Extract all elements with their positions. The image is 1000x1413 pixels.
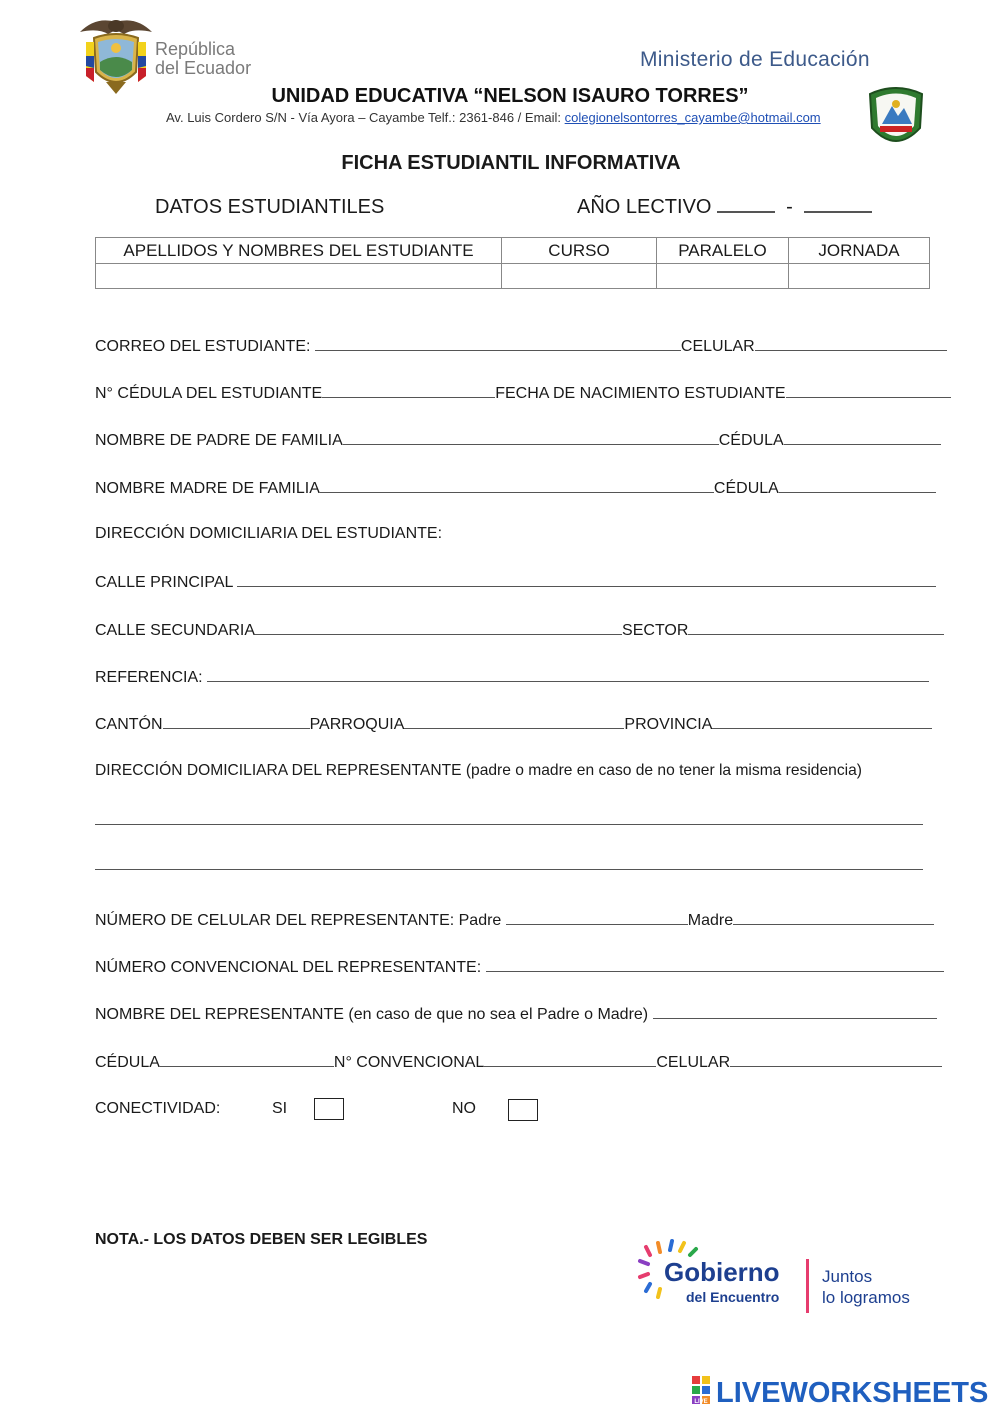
watermark-text: LIVEWORKSHEETS bbox=[716, 1377, 989, 1406]
row-father: NOMBRE DE PADRE DE FAMILIA CÉDULA bbox=[95, 429, 941, 451]
rep-landline-number-field[interactable] bbox=[484, 1051, 656, 1067]
father-id-field[interactable] bbox=[784, 429, 941, 445]
row-student-id: N° CÉDULA DEL ESTUDIANTE FECHA DE NACIMIENTO ESTUDIANTE bbox=[95, 382, 951, 404]
father-name-field[interactable] bbox=[343, 429, 719, 445]
rep-name-field[interactable] bbox=[653, 1003, 937, 1019]
row-secondary-street: CALLE SECUNDARIA SECTOR bbox=[95, 619, 944, 641]
main-street-field[interactable] bbox=[237, 571, 936, 587]
row-location: CANTÓN PARROQUIA PROVINCIA bbox=[95, 713, 932, 735]
col-section: PARALELO bbox=[657, 238, 789, 264]
mother-cell-field[interactable] bbox=[733, 909, 934, 925]
course-cell[interactable] bbox=[502, 264, 657, 289]
rep-id-field[interactable] bbox=[160, 1051, 334, 1067]
sector-field[interactable] bbox=[688, 619, 944, 635]
liveworksheets-watermark bbox=[692, 1372, 992, 1406]
col-shift: JORNADA bbox=[789, 238, 930, 264]
connectivity-yes-label: SI bbox=[272, 1100, 288, 1117]
school-year-end-blank[interactable] bbox=[804, 196, 872, 213]
row-rep-landline: NÚMERO CONVENCIONAL DEL REPRESENTANTE: bbox=[95, 956, 944, 978]
student-cell-field[interactable] bbox=[755, 335, 947, 351]
mother-name-field[interactable] bbox=[320, 477, 714, 493]
connectivity-yes-checkbox[interactable] bbox=[314, 1098, 344, 1120]
birth-date-field[interactable] bbox=[786, 382, 951, 398]
school-name: UNIDAD EDUCATIVA “NELSON ISAURO TORRES” bbox=[271, 85, 749, 107]
row-rep-cell: NÚMERO DE CELULAR DEL REPRESENTANTE: Padre Madre bbox=[95, 909, 934, 931]
student-email-field[interactable] bbox=[315, 335, 681, 351]
reference-field[interactable] bbox=[207, 666, 929, 682]
rep-address-line-1[interactable] bbox=[95, 823, 923, 825]
canton-field[interactable] bbox=[163, 713, 310, 729]
school-crest-icon bbox=[864, 84, 928, 152]
col-course: CURSO bbox=[502, 238, 657, 264]
ecuador-coat-of-arms bbox=[76, 12, 156, 96]
gov-name-line1: Gobierno bbox=[664, 1257, 780, 1287]
row-rep-name: NOMBRE DEL REPRESENTANTE (en caso de que no sea el Padre o Madre) bbox=[95, 1003, 937, 1025]
student-table bbox=[95, 237, 930, 289]
table-header-row bbox=[96, 238, 930, 264]
gov-slogan-line1: Juntos bbox=[822, 1267, 873, 1286]
section-cell[interactable] bbox=[657, 264, 789, 289]
row-rep-address: DIRECCIÓN DOMICILIARA DEL REPRESENTANTE (padre o madre en caso de no tener la misma residencia) bbox=[95, 762, 862, 779]
section-label: DATOS ESTUDIANTILES bbox=[155, 196, 385, 218]
note-text: NOTA.- LOS DATOS DEBEN SER LEGIBLES bbox=[95, 1231, 428, 1248]
school-year: AÑO LECTIVO - bbox=[577, 196, 872, 219]
connectivity-label: CONECTIVIDAD: bbox=[95, 1100, 221, 1117]
row-mother: NOMBRE MADRE DE FAMILIA CÉDULA bbox=[95, 477, 936, 499]
connectivity-no-checkbox[interactable] bbox=[508, 1099, 538, 1121]
mother-id-field[interactable] bbox=[779, 477, 936, 493]
republic-label: República del Ecuador bbox=[155, 39, 252, 78]
rep-address-line-2[interactable] bbox=[95, 868, 923, 870]
student-id-field[interactable] bbox=[322, 382, 495, 398]
row-reference: REFERENCIA: bbox=[95, 666, 929, 688]
form-title: FICHA ESTUDIANTIL INFORMATIVA bbox=[341, 152, 681, 174]
province-field[interactable] bbox=[712, 713, 932, 729]
row-main-street: CALLE PRINCIPAL bbox=[95, 571, 936, 593]
parish-field[interactable] bbox=[404, 713, 624, 729]
rep-cell-field[interactable] bbox=[730, 1051, 942, 1067]
school-year-start-blank[interactable] bbox=[717, 196, 775, 213]
father-cell-field[interactable] bbox=[506, 909, 688, 925]
col-student-name: APELLIDOS Y NOMBRES DEL ESTUDIANTE bbox=[96, 238, 502, 264]
gov-name-line2: del Encuentro bbox=[686, 1289, 780, 1305]
watermark-badge: LIVE bbox=[694, 1399, 708, 1405]
rep-landline-field[interactable] bbox=[486, 956, 944, 972]
row-student-email: CORREO DEL ESTUDIANTE: CELULAR bbox=[95, 335, 947, 357]
row-rep-contact: CÉDULA N° CONVENCIONAL CELULAR bbox=[95, 1051, 942, 1073]
student-name-cell[interactable] bbox=[96, 264, 502, 289]
table-row bbox=[96, 264, 930, 289]
connectivity-no-label: NO bbox=[452, 1100, 476, 1117]
school-email-link[interactable]: colegionelsontorres_cayambe@hotmail.com bbox=[564, 110, 821, 125]
shift-cell[interactable] bbox=[789, 264, 930, 289]
school-address: Av. Luis Cordero S/N - Vía Ayora – Cayambe Telf.: 2361-846 / Email: colegionelsontorres_cayambe@hotmail.com bbox=[166, 110, 821, 125]
ministry-label: Ministerio de Educación bbox=[640, 48, 870, 71]
row-home-address: DIRECCIÓN DOMICILIARIA DEL ESTUDIANTE: bbox=[95, 525, 443, 542]
gov-slogan-line2: lo logramos bbox=[822, 1288, 910, 1307]
secondary-street-field[interactable] bbox=[255, 619, 622, 635]
government-logo bbox=[636, 1237, 936, 1317]
